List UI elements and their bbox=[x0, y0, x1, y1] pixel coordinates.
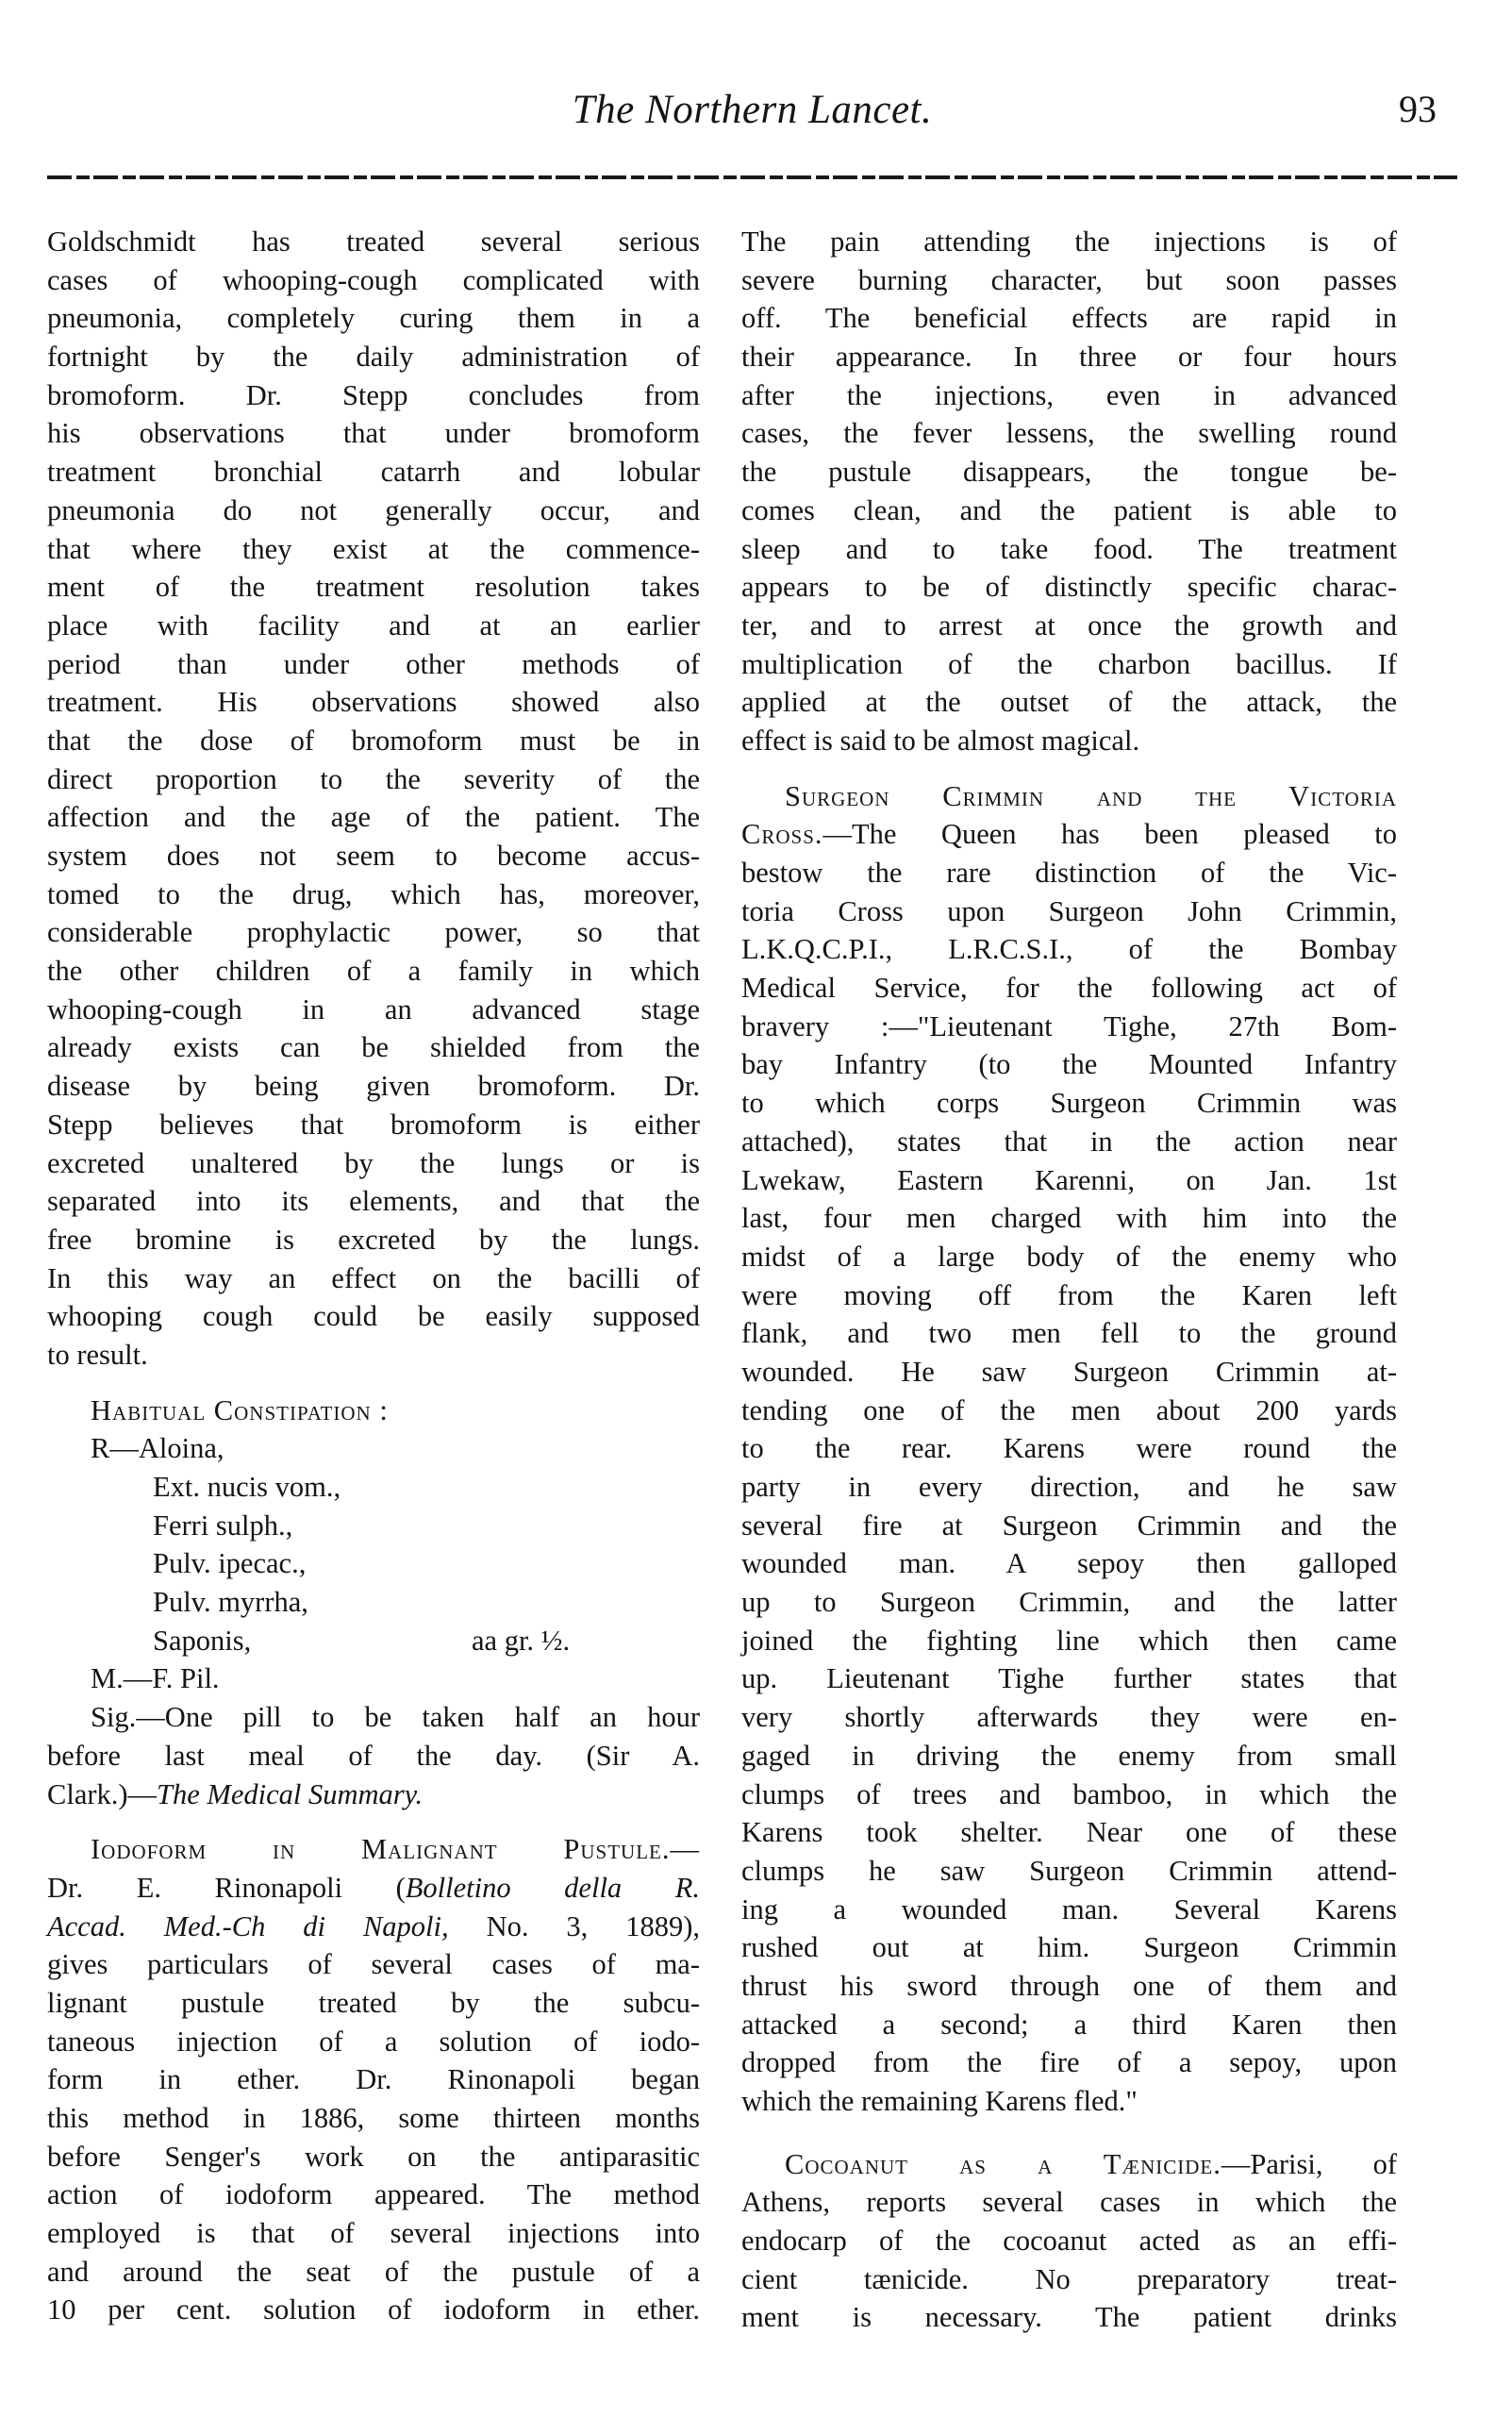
text-line: Athens, reports several cases in which the bbox=[741, 2186, 1397, 2219]
text-line: cient tænicide. No preparatory treat- bbox=[741, 2262, 1397, 2295]
text-line: taneous injection of a solution of iodo- bbox=[47, 2025, 700, 2058]
text-line: attacked a second; a third Karen then bbox=[741, 2008, 1397, 2041]
text-line: which the remaining Karens fled." bbox=[741, 2085, 1138, 2117]
rx-ingredient: Saponis, aa gr. ½. bbox=[47, 1622, 700, 1660]
text-line: lignant pustule treated by the subcu- bbox=[47, 1986, 700, 2019]
text-line: whooping cough could be easily supposed bbox=[47, 1300, 700, 1333]
text-line: wounded man. A sepoy then galloped bbox=[741, 1547, 1397, 1580]
text-line: disease by being given bromoform. Dr. bbox=[47, 1070, 700, 1103]
text-line: ter, and to arrest at once the growth and bbox=[741, 608, 1397, 642]
right-column bbox=[741, 223, 1397, 2337]
iodoform-citation-line-1: Dr. E. Rinonapoli (Bolletino della R. bbox=[47, 1871, 700, 1904]
text-line: cases of whooping-cough complicated with bbox=[47, 263, 700, 296]
text-line: Lwekaw, Eastern Karenni, on Jan. 1st bbox=[741, 1163, 1397, 1196]
text-line: system does not seem to become accus- bbox=[47, 840, 700, 872]
text-line: L.K.Q.C.P.I., L.R.C.S.I., of the Bombay bbox=[741, 933, 1397, 966]
text-line: In this way an effect on the bacilli of bbox=[47, 1261, 700, 1294]
rx-pil: M.—F. Pil. bbox=[91, 1662, 220, 1695]
cocoanut-paragraph bbox=[741, 2145, 1397, 2337]
text-line: to result. bbox=[47, 1338, 148, 1371]
text-line: this method in 1886, some thirteen months bbox=[47, 2102, 700, 2134]
injection-effects-paragraph bbox=[741, 223, 1397, 760]
sig-source-line: Clark.)—The Medical Summary. bbox=[47, 1777, 424, 1810]
text-line: dropped from the fire of a sepoy, upon bbox=[741, 2046, 1397, 2079]
text-line: Medical Service, for the following act of bbox=[741, 972, 1397, 1005]
sig-line: Sig.—One pill to be taken half an hour bbox=[91, 1701, 700, 1734]
text-line: direct proportion to the severity of the bbox=[47, 762, 700, 795]
text-line: up to Surgeon Crimmin, and the latter bbox=[741, 1586, 1397, 1619]
text-line: to which corps Surgeon Crimmin was bbox=[741, 1087, 1397, 1120]
text-line: tomed to the drug, which has, moreover, bbox=[47, 877, 700, 910]
text-line: already exists can be shielded from the bbox=[47, 1031, 700, 1064]
text-line: ment of the treatment resolution takes bbox=[47, 571, 700, 604]
iodoform-citation-line-2: Accad. Med.-Ch di Napoli, No. 3, 1889), bbox=[47, 1909, 701, 1942]
text-line: separated into its elements, and that the bbox=[47, 1185, 700, 1218]
page-number: 93 bbox=[1399, 88, 1437, 130]
text-line: pneumonia, completely curing them in a bbox=[47, 302, 700, 335]
running-title: The Northern Lancet. bbox=[572, 88, 933, 132]
text-line: wounded. He saw Surgeon Crimmin at- bbox=[741, 1355, 1397, 1388]
text-line: clumps he saw Surgeon Crimmin attend- bbox=[741, 1854, 1397, 1887]
text-line: were moving off from the Karen left bbox=[741, 1278, 1397, 1311]
text-line: pneumonia do not generally occur, and bbox=[47, 493, 700, 526]
text-line: ing a wounded man. Several Karens bbox=[741, 1892, 1397, 1926]
text-line: before Senger's work on the antiparasitic bbox=[47, 2140, 700, 2173]
rx-ingredient: Pulv. myrrha, bbox=[153, 1586, 308, 1619]
habitual-constipation-heading: Habitual Constipation : bbox=[91, 1393, 389, 1426]
text-line: considerable prophylactic power, so that bbox=[47, 916, 700, 949]
text-line: applied at the outset of the attack, the bbox=[741, 686, 1397, 719]
text-line: Karens took shelter. Near one of these bbox=[741, 1816, 1397, 1849]
text-line: joined the fighting line which then came bbox=[741, 1624, 1397, 1657]
rx-aloina: R—Aloina, bbox=[91, 1432, 224, 1465]
medical-summary-citation: The Medical Summary. bbox=[157, 1777, 424, 1810]
text-line: affection and the age of the patient. The bbox=[47, 801, 700, 834]
prescription bbox=[47, 1429, 700, 1698]
rx-ingredient: Pulv. ipecac., bbox=[153, 1547, 307, 1580]
text-line: several fire at Surgeon Crimmin and the bbox=[741, 1509, 1397, 1542]
text-line: excreted unaltered by the lungs or is bbox=[47, 1146, 700, 1179]
rx-ingredient: Ferri sulph., bbox=[153, 1509, 293, 1542]
text-line: tending one of the men about 200 yards bbox=[741, 1393, 1397, 1426]
iodoform-paragraph bbox=[47, 1830, 700, 2329]
text-line: fortnight by the daily administration of bbox=[47, 341, 700, 374]
sig-line: before last meal of the day. (Sir A. bbox=[47, 1739, 700, 1772]
iodoform-heading: Iodoform in Malignant Pustule.— bbox=[91, 1833, 700, 1866]
page-header bbox=[47, 87, 1457, 153]
text-line: their appearance. In three or four hours bbox=[741, 341, 1397, 374]
text-line: last, four men charged with him into the bbox=[741, 1202, 1397, 1235]
rx-dose: aa gr. ½. bbox=[472, 1624, 571, 1657]
left-column bbox=[47, 223, 700, 2329]
text-line: period than under other methods of bbox=[47, 647, 700, 680]
text-line: bestow the rare distinction of the Vic- bbox=[741, 857, 1397, 889]
text-line: ment is necessary. The patient drinks bbox=[741, 2301, 1397, 2334]
text-line: off. The beneficial effects are rapid in bbox=[741, 302, 1397, 335]
text-line: very shortly afterwards they were en- bbox=[741, 1701, 1397, 1734]
text-line: and around the seat of the pustule of a bbox=[47, 2255, 700, 2288]
text-line: effect is said to be almost magical. bbox=[741, 724, 1140, 757]
sig-paragraph bbox=[47, 1698, 700, 1813]
text-line: clumps of trees and bamboo, in which the bbox=[741, 1777, 1397, 1810]
text-line: gives particulars of several cases of ma- bbox=[47, 1948, 700, 1981]
text-line: comes clean, and the patient is able to bbox=[741, 493, 1397, 526]
text-line: the other children of a family in which bbox=[47, 955, 700, 988]
text-line: cases, the fever lessens, the swelling round bbox=[741, 417, 1397, 450]
text-line: attached), states that in the action near bbox=[741, 1125, 1397, 1158]
crimmin-paragraph bbox=[741, 777, 1397, 2121]
text-line: employed is that of several injections into bbox=[47, 2217, 700, 2250]
text-line: bravery :—"Lieutenant Tighe, 27th Bom- bbox=[741, 1009, 1397, 1042]
rx-ingredient: Ext. nucis vom., bbox=[153, 1471, 341, 1503]
text-line: the pustule disappears, the tongue be- bbox=[741, 456, 1397, 489]
text-line: treatment. His observations showed also bbox=[47, 686, 700, 719]
header-rule bbox=[47, 175, 1457, 179]
text-line: after the injections, even in advanced bbox=[741, 378, 1397, 411]
cocoanut-heading-line: Cocoanut as a Tænicide.—Parisi, of bbox=[785, 2147, 1397, 2180]
text-line: The pain attending the injections is of bbox=[741, 225, 1397, 258]
text-line: sleep and to take food. The treatment bbox=[741, 532, 1397, 565]
text-line: whooping-cough in an advanced stage bbox=[47, 992, 700, 1025]
text-line: midst of a large body of the enemy who bbox=[741, 1240, 1397, 1273]
text-line: thrust his sword through one of them and bbox=[741, 1969, 1397, 2002]
text-line: severe burning character, but soon passes bbox=[741, 263, 1397, 296]
text-line: toria Cross upon Surgeon John Crimmin, bbox=[741, 894, 1397, 927]
text-line: form in ether. Dr. Rinonapoli began bbox=[47, 2063, 700, 2096]
text-line: 10 per cent. solution of iodoform in ether. bbox=[47, 2293, 700, 2326]
text-line: bromoform. Dr. Stepp concludes from bbox=[47, 378, 700, 411]
text-line: flank, and two men fell to the ground bbox=[741, 1317, 1397, 1350]
bromoform-paragraph bbox=[47, 223, 700, 1375]
text-line: party in every direction, and he saw bbox=[741, 1471, 1397, 1503]
crimmin-heading: Surgeon Crimmin and the Victoria bbox=[785, 779, 1397, 812]
text-line: rushed out at him. Surgeon Crimmin bbox=[741, 1931, 1397, 1964]
crimmin-line-first: Cross.—The Queen has been pleased to bbox=[741, 818, 1397, 851]
text-line: Goldschmidt has treated several serious bbox=[47, 225, 700, 258]
text-line: multiplication of the charbon bacillus. If bbox=[741, 647, 1397, 680]
text-line: to the rear. Karens were round the bbox=[741, 1432, 1397, 1465]
text-line: treatment bronchial catarrh and lobular bbox=[47, 456, 700, 489]
text-line: up. Lieutenant Tighe further states that bbox=[741, 1662, 1397, 1695]
text-line: gaged in driving the enemy from small bbox=[741, 1739, 1397, 1772]
text-line: endocarp of the cocoanut acted as an effi- bbox=[741, 2225, 1397, 2258]
text-line: free bromine is excreted by the lungs. bbox=[47, 1223, 700, 1256]
text-line: appears to be of distinctly specific charac- bbox=[741, 571, 1397, 604]
text-line: place with facility and at an earlier bbox=[47, 608, 700, 642]
text-line: that where they exist at the commence- bbox=[47, 532, 700, 565]
text-line: bay Infantry (to the Mounted Infantry bbox=[741, 1048, 1397, 1081]
text-line: his observations that under bromoform bbox=[47, 417, 700, 450]
text-line: that the dose of bromoform must be in bbox=[47, 724, 700, 757]
text-line: action of iodoform appeared. The method bbox=[47, 2178, 700, 2211]
text-line: Stepp believes that bromoform is either bbox=[47, 1108, 700, 1141]
